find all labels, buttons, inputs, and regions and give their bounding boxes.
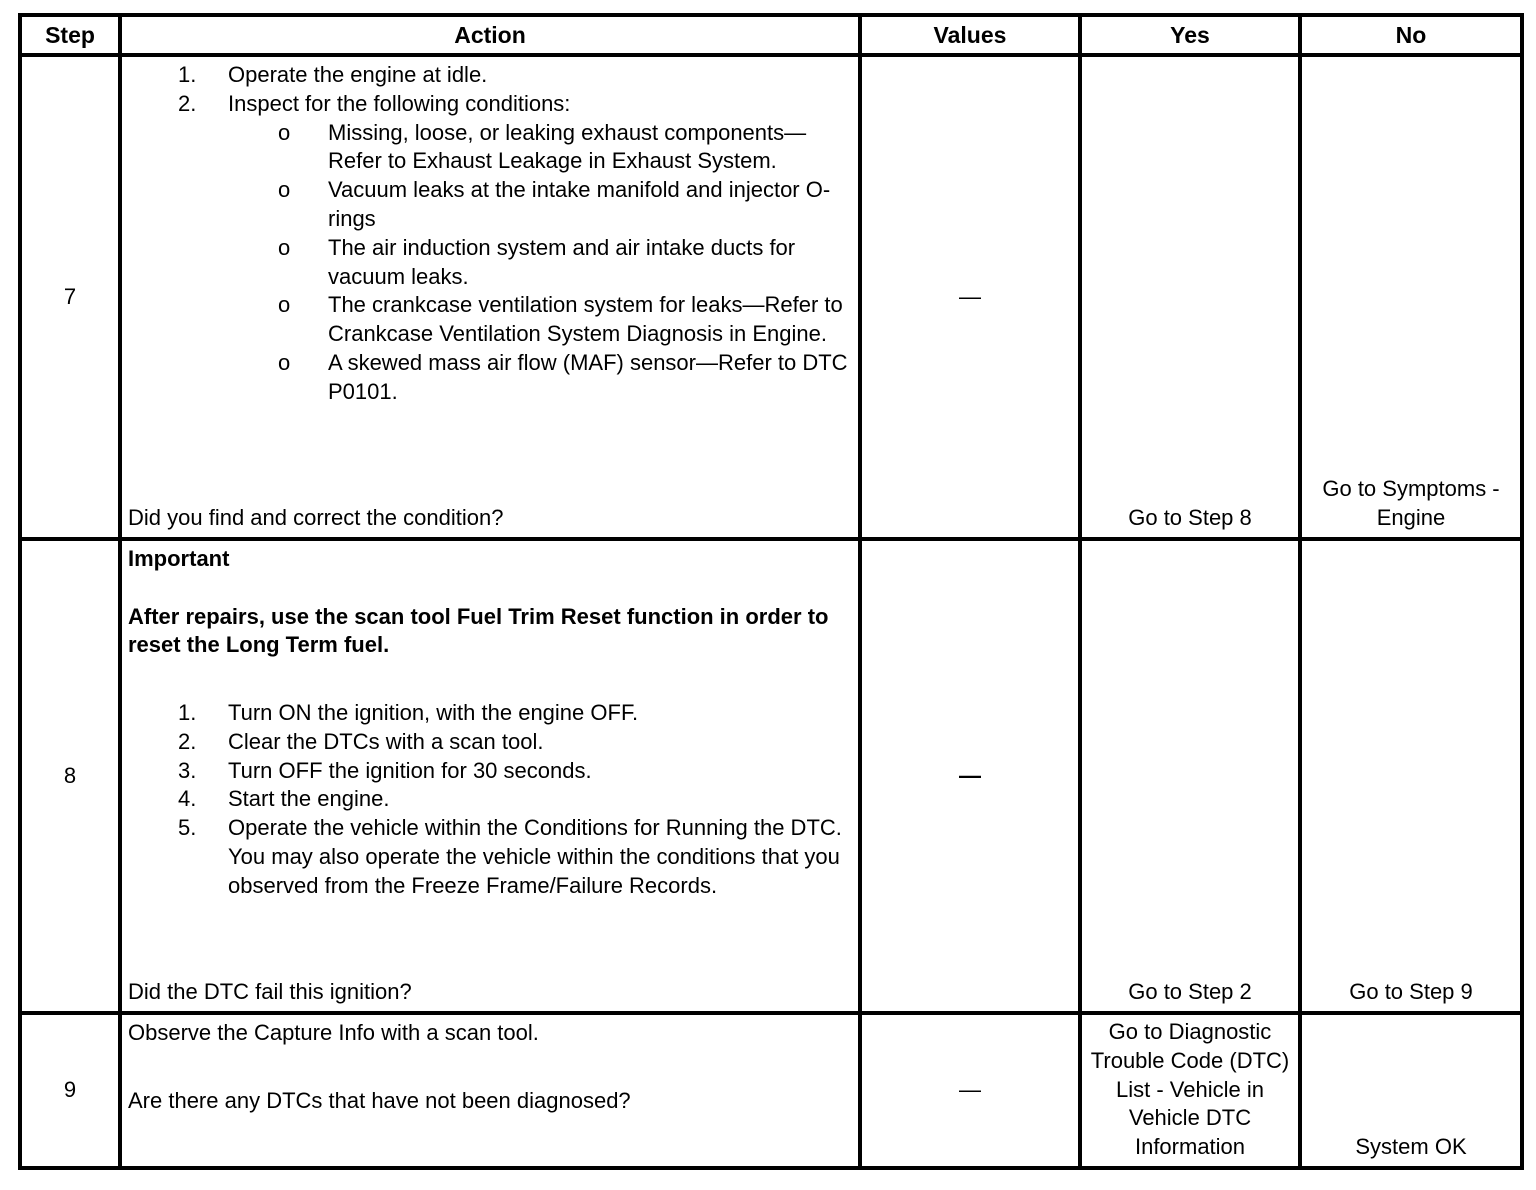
header-action: Action bbox=[120, 15, 860, 55]
yes-cell: Go to Diagnostic Trouble Code (DTC) List - Vehicle in Vehicle DTC Information bbox=[1080, 1013, 1300, 1168]
list-item: 1. Operate the engine at idle. bbox=[178, 62, 488, 87]
list-item: 2. Clear the DTCs with a scan tool. bbox=[178, 728, 544, 754]
list-item: o The crankcase ventilation system for leaks—Refer to Crankcase Ventilation System Diagnosis in Engine. bbox=[278, 292, 843, 347]
header-yes: Yes bbox=[1080, 15, 1300, 55]
header-step: Step bbox=[20, 15, 120, 55]
list-item: o A skewed mass air flow (MAF) sensor—Refer to DTC P0101. bbox=[278, 349, 848, 404]
question-text: Did the DTC fail this ignition? bbox=[128, 979, 412, 1005]
step-number: 7 bbox=[20, 55, 120, 539]
values-cell: — bbox=[860, 55, 1080, 539]
no-cell: System OK bbox=[1300, 1013, 1522, 1168]
values-cell: — bbox=[860, 539, 1080, 1013]
step-text: Turn OFF the ignition for 30 seconds. bbox=[228, 757, 592, 783]
list-item: o Missing, loose, or leaking exhaust components—Refer to Exhaust Leakage in Exhaust System. bbox=[278, 119, 807, 174]
question-text: Are there any DTCs that have not been diagnosed? bbox=[128, 1087, 631, 1113]
values-cell: — bbox=[860, 1013, 1080, 1168]
table-row bbox=[20, 55, 1522, 539]
yes-cell: Go to Step 8 bbox=[1080, 55, 1300, 539]
bullet-text: Vacuum leaks at the intake manifold and injector O-rings bbox=[328, 177, 831, 231]
list-item: 1. Turn ON the ignition, with the engine OFF. bbox=[178, 699, 639, 725]
list-item: 5. Operate the vehicle within the Conditions for Running the DTC. You may also operate the vehicle within the conditions that you observed from the Freeze Frame/Failure Records. bbox=[178, 815, 842, 898]
step-text: Clear the DTCs with a scan tool. bbox=[228, 728, 544, 754]
step-text: Operate the engine at idle. bbox=[228, 62, 488, 87]
list-item: 2. Inspect for the following conditions: o Missing, loose, or leaking exhaust components—Refer to Exhaust Leakage in Exhaust System. o Vacuum leaks at the intake manifold and injector O-rings o The air induction system and air intake ducts for vacuum leaks. o The crankcase ventilation system for leaks—Refer to Crankcase Ventilation System Diagnosis in Engine. o A skewed mass air flow (MAF) sensor—Refer to DTC P0101. bbox=[128, 90, 850, 407]
step-text: Turn ON the ignition, with the engine OFF. bbox=[228, 699, 639, 725]
important-text: After repairs, use the scan tool Fuel Trim Reset function in order to reset the Long Term fuel. bbox=[128, 603, 829, 658]
diagnostic-table bbox=[18, 13, 1524, 1170]
bullet-text: The air induction system and air intake ducts for vacuum leaks. bbox=[328, 234, 796, 289]
action-cell bbox=[120, 55, 860, 539]
bullet-text: The crankcase ventilation system for leaks—Refer to Crankcase Ventilation System Diagnosis in Engine. bbox=[328, 292, 843, 347]
bullet-text: Missing, loose, or leaking exhaust components—Refer to Exhaust Leakage in Exhaust System. bbox=[328, 119, 807, 174]
list-item: o The air induction system and air intake ducts for vacuum leaks. bbox=[278, 234, 796, 289]
step-number: 8 bbox=[20, 539, 120, 1013]
yes-cell: Go to Step 2 bbox=[1080, 539, 1300, 1013]
list-item: 3. Turn OFF the ignition for 30 seconds. bbox=[178, 757, 592, 783]
step-text: Operate the vehicle within the Conditions for Running the DTC. You may also operate the vehicle within the conditions that you observed from the Freeze Frame/Failure Records. bbox=[228, 815, 842, 898]
question-text: Did you find and correct the condition? bbox=[128, 505, 504, 531]
action-cell bbox=[120, 1013, 860, 1168]
important-title: Important bbox=[128, 546, 230, 571]
bullet-text: A skewed mass air flow (MAF) sensor—Refer to DTC P0101. bbox=[328, 349, 848, 404]
step-text: Inspect for the following conditions: bbox=[228, 90, 571, 116]
step-text: Start the engine. bbox=[228, 786, 390, 812]
header-no: No bbox=[1300, 15, 1522, 55]
no-cell: Go to Step 9 bbox=[1300, 539, 1522, 1013]
header-values: Values bbox=[860, 15, 1080, 55]
table-row bbox=[20, 1013, 1522, 1168]
action-cell bbox=[120, 539, 860, 1013]
step-number: 9 bbox=[20, 1013, 120, 1168]
list-item: 4. Start the engine. bbox=[178, 786, 390, 812]
no-cell: Go to Symptoms - Engine bbox=[1300, 55, 1522, 539]
header-row bbox=[20, 15, 1522, 55]
list-item: o Vacuum leaks at the intake manifold and injector O-rings bbox=[278, 177, 831, 231]
action-text: Observe the Capture Info with a scan tool. bbox=[128, 1020, 539, 1045]
table-row bbox=[20, 539, 1522, 1013]
